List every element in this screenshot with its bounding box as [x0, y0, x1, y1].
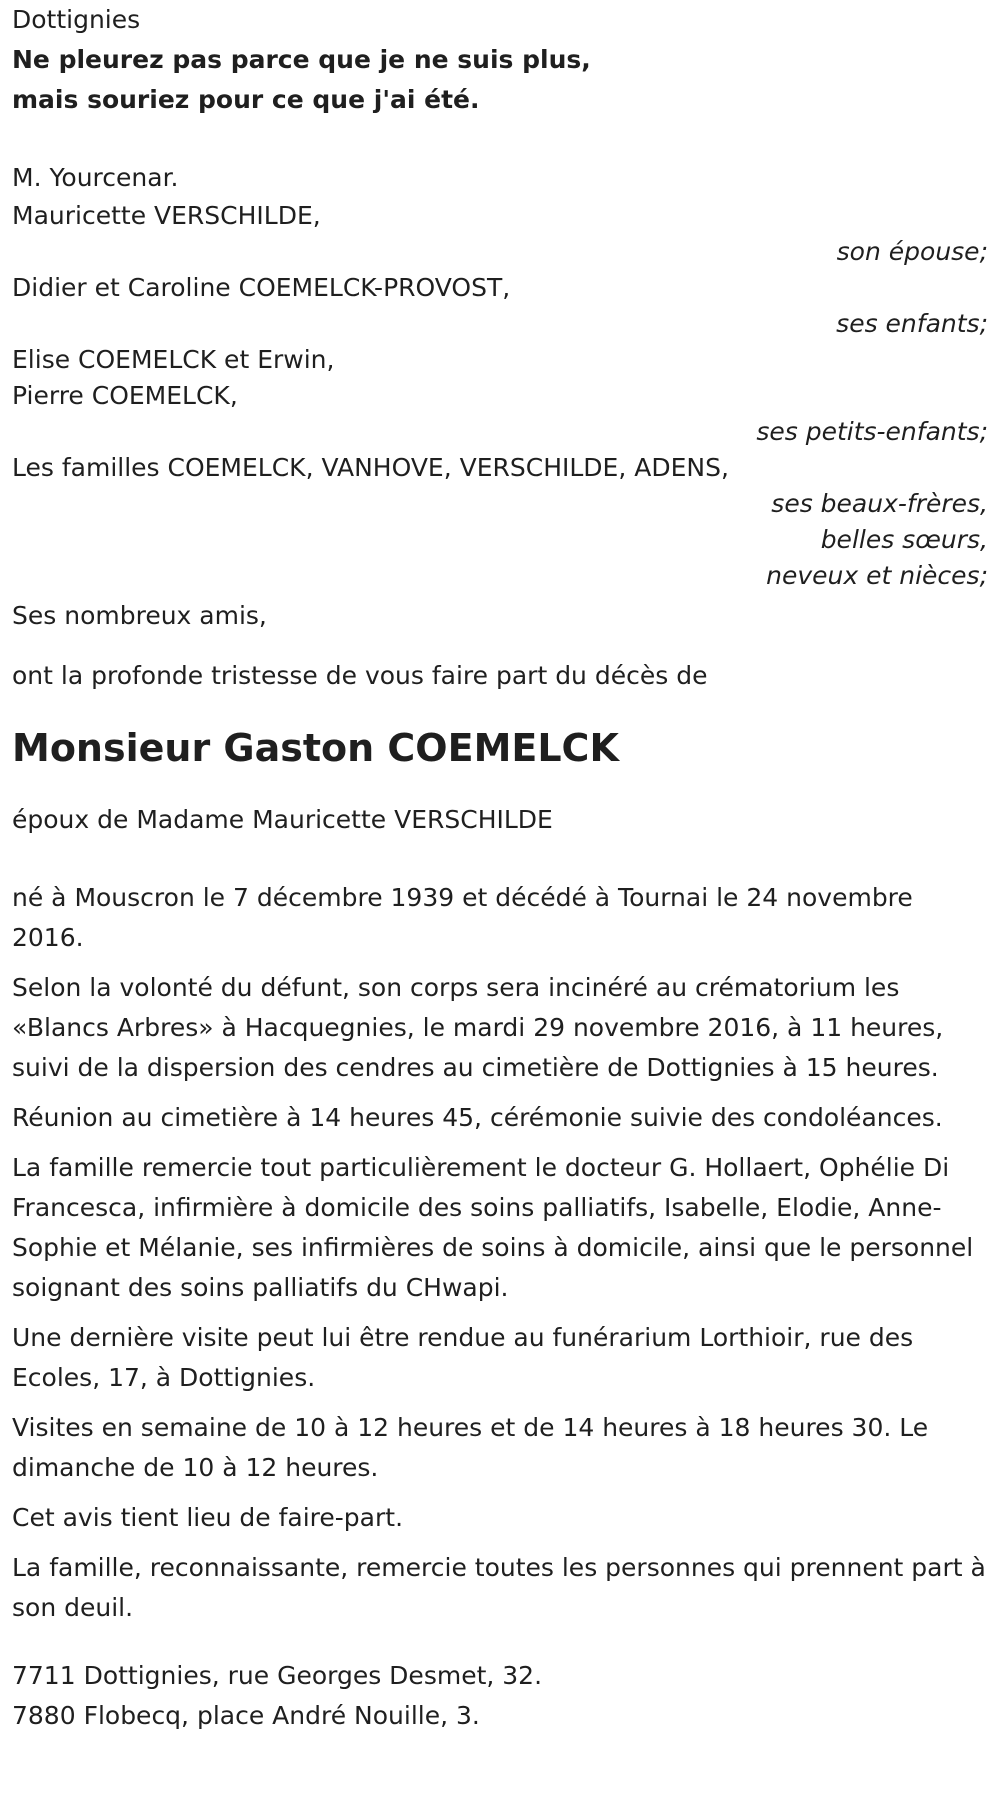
- deceased-name: Monsieur Gaston COEMELCK: [12, 726, 619, 770]
- announcement-text: ont la profonde tristesse de vous faire part du décès de: [12, 661, 708, 690]
- friends: Ses nombreux amis,: [12, 601, 267, 630]
- grandchild-2: Pierre COEMELCK,: [12, 381, 238, 410]
- thanks-paragraph: La famille remercie tout particulièrement le docteur G. Hollaert, Ophélie Di Francesca, infirmière à domicile des soins palliatifs, Isabelle, Elodie, Anne-Sophie et Mélanie, ses infirmières de soins à domicile, ainsi que le personnel soignant des soins palliatifs du CHwapi.: [12, 1153, 974, 1302]
- quote-line-1: Ne pleurez pas parce que je ne suis plus,: [12, 45, 591, 74]
- quote-author: M. Yourcenar.: [12, 163, 179, 192]
- spacer: [12, 120, 988, 158]
- spouse-name: Mauricette VERSCHILDE,: [12, 201, 321, 230]
- gratitude-paragraph: La famille, reconnaissante, remercie toutes les personnes qui prennent part à son deuil.: [12, 1553, 986, 1622]
- address-1: 7711 Dottignies, rue Georges Desmet, 32.: [12, 1661, 543, 1690]
- ceremony-paragraph: Selon la volonté du défunt, son corps sera incinéré au crématorium les «Blancs Arbres» à Hacquegnies, le mardi 29 novembre 2016, à 11 heures, suivi de la dispersion des cendres au cimetière de Dottignies à 15 heures.: [12, 973, 944, 1082]
- spacer: [12, 1638, 988, 1656]
- deceased-relation: époux de Madame Mauricette VERSCHILDE: [12, 805, 553, 834]
- address-block: [12, 1656, 988, 1736]
- families-role-1: ses beaux-frères,: [771, 489, 988, 518]
- notice-paragraph: Cet avis tient lieu de faire-part.: [12, 1503, 404, 1532]
- spouse-role: son épouse;: [836, 237, 988, 266]
- quote-line-2: mais souriez pour ce que j'ai été.: [12, 85, 480, 114]
- address-2: 7880 Flobecq, place André Nouille, 3.: [12, 1701, 480, 1730]
- details-section: [12, 878, 988, 1628]
- spacer: [12, 638, 988, 656]
- families-role-2: belles sœurs,: [820, 525, 988, 554]
- hours-paragraph: Visites en semaine de 10 à 12 heures et de 14 heures à 18 heures 30. Le dimanche de 10 à 12 heures.: [12, 1413, 929, 1482]
- children-role: ses enfants;: [836, 309, 988, 338]
- families-name: Les familles COEMELCK, VANHOVE, VERSCHILDE, ADENS,: [12, 453, 729, 482]
- grandchildren-role: ses petits-enfants;: [756, 417, 988, 446]
- spacer: [12, 840, 988, 878]
- family-section: [12, 198, 988, 638]
- families-role-3: neveux et nièces;: [766, 561, 988, 590]
- birth-death-paragraph: né à Mouscron le 7 décembre 1939 et décédé à Tournai le 24 novembre 2016.: [12, 883, 913, 952]
- grandchild-1: Elise COEMELCK et Erwin,: [12, 345, 335, 374]
- children-name: Didier et Caroline COEMELCK-PROVOST,: [12, 273, 511, 302]
- meeting-paragraph: Réunion au cimetière à 14 heures 45, cérémonie suivie des condoléances.: [12, 1103, 943, 1132]
- location-header: Dottignies: [12, 5, 141, 34]
- visit-paragraph: Une dernière visite peut lui être rendue au funérarium Lorthioir, rue des Ecoles, 17, à Dottignies.: [12, 1323, 914, 1392]
